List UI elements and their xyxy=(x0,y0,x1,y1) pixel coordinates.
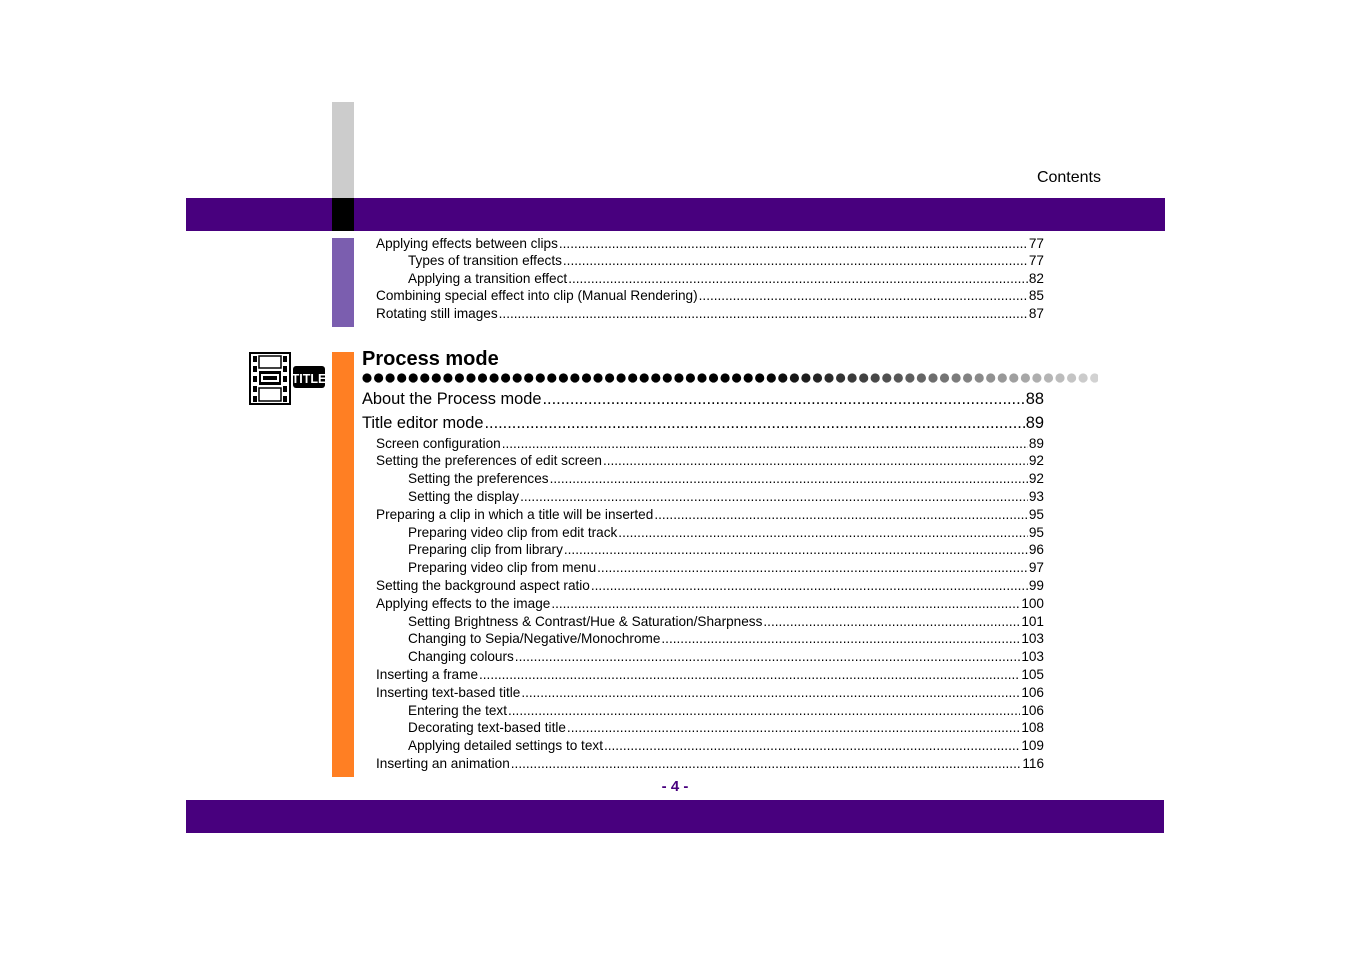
rule-dot xyxy=(1090,373,1098,382)
toc-leader-dots xyxy=(550,470,1028,487)
dot-rule xyxy=(362,370,1098,386)
toc-entry[interactable] xyxy=(408,252,1044,269)
toc-entry-label: Preparing video clip from menu xyxy=(408,560,597,576)
toc-entry-page: 88 xyxy=(1025,390,1044,408)
rule-dot xyxy=(998,373,1007,382)
rule-dot xyxy=(767,373,776,382)
toc-entry-page: 101 xyxy=(1021,613,1044,629)
rule-dot xyxy=(755,373,764,382)
rule-dot xyxy=(986,373,995,382)
rule-dot xyxy=(374,373,383,382)
toc-entry-page: 103 xyxy=(1021,649,1044,665)
toc-entry-page: 85 xyxy=(1028,288,1044,304)
toc-leader-dots xyxy=(515,648,1021,665)
toc-entry[interactable] xyxy=(376,305,1044,322)
rule-dot xyxy=(963,373,972,382)
toc-leader-dots xyxy=(604,737,1020,754)
rule-dot xyxy=(1009,373,1018,382)
toc-entry[interactable] xyxy=(376,435,1044,452)
toc-entry-page: 89 xyxy=(1028,435,1044,451)
toc-entry[interactable] xyxy=(408,737,1044,754)
toc-entry-label: Types of transition effects xyxy=(408,253,562,269)
toc-entry-label: Title editor mode xyxy=(362,414,484,432)
rule-dot xyxy=(744,373,753,382)
toc-leader-dots xyxy=(563,252,1028,269)
rule-dot xyxy=(547,373,556,382)
toc-entry-page: 95 xyxy=(1028,524,1044,540)
toc-entry-page: 92 xyxy=(1028,471,1044,487)
toc-entry[interactable] xyxy=(376,506,1044,523)
rule-dot xyxy=(420,373,429,382)
lavender-side-bar xyxy=(332,238,354,327)
rule-dot xyxy=(801,373,810,382)
toc-leader-dots xyxy=(543,388,1025,410)
toc-leader-dots xyxy=(521,684,1020,701)
toc-entry[interactable] xyxy=(408,702,1044,719)
header-label: Contents xyxy=(1036,169,1101,186)
toc-entry[interactable] xyxy=(408,719,1044,736)
toc-entry-page: 108 xyxy=(1021,720,1044,736)
toc-leader-dots xyxy=(559,235,1028,252)
toc-leader-dots xyxy=(520,488,1028,505)
rule-dot xyxy=(386,373,395,382)
toc-entry[interactable] xyxy=(408,541,1044,558)
rule-dot xyxy=(663,373,672,382)
toc-leader-dots xyxy=(567,719,1020,736)
toc-entry-page: 77 xyxy=(1028,235,1044,251)
toc-entry-label: Applying detailed settings to text xyxy=(408,738,603,754)
toc-entry-page: 93 xyxy=(1028,488,1044,504)
gray-tab xyxy=(332,102,354,198)
toc-entry-page: 82 xyxy=(1028,270,1044,286)
rule-dot xyxy=(466,373,475,382)
title-badge-icon xyxy=(292,366,327,388)
toc-entry[interactable] xyxy=(376,684,1044,701)
rule-dot xyxy=(651,373,660,382)
toc-leader-dots xyxy=(763,613,1020,630)
toc-entry-label: Inserting text-based title xyxy=(376,684,521,700)
rule-dot xyxy=(732,373,741,382)
toc-entry-label: Preparing clip from library xyxy=(408,542,563,558)
rule-dot xyxy=(778,373,787,382)
rule-dot xyxy=(790,373,799,382)
toc-entry[interactable] xyxy=(376,235,1044,252)
rule-dot xyxy=(501,373,510,382)
toc-entry[interactable] xyxy=(408,613,1044,630)
rule-dot xyxy=(871,373,880,382)
rule-dot xyxy=(697,373,706,382)
rule-dot xyxy=(1079,373,1088,382)
toc-entry-label: Setting the preferences xyxy=(408,471,549,487)
rule-dot xyxy=(813,373,822,382)
rule-dot xyxy=(593,373,602,382)
toc-entry-label: Combining special effect into clip (Manual Rendering) xyxy=(376,288,698,304)
toc-entry-label: Setting the background aspect ratio xyxy=(376,577,590,593)
toc-entry-page: 96 xyxy=(1028,542,1044,558)
toc-entry[interactable] xyxy=(376,595,1044,612)
toc-leader-dots xyxy=(661,630,1020,647)
rule-dot xyxy=(917,373,926,382)
toc-entry-page: 105 xyxy=(1021,666,1044,682)
rule-dot xyxy=(882,373,891,382)
toc-entry-page: 100 xyxy=(1021,595,1044,611)
toc-entry-label: Changing to Sepia/Negative/Monochrome xyxy=(408,631,661,647)
rule-dot xyxy=(894,373,903,382)
bottom-band xyxy=(186,800,1164,833)
section-icons xyxy=(249,352,327,411)
toc-leader-dots xyxy=(499,305,1028,322)
section-icons-graphic xyxy=(249,352,327,406)
toc-entry[interactable] xyxy=(408,630,1044,647)
toc-leader-dots xyxy=(511,755,1022,772)
toc-entry-label: Decorating text-based title xyxy=(408,720,566,736)
toc-entry-label: Changing colours xyxy=(408,649,514,665)
rule-dot xyxy=(397,373,406,382)
toc-entry-label: Setting Brightness & Contrast/Hue & Saturation/Sharpness xyxy=(408,613,763,629)
toc-entry[interactable] xyxy=(408,559,1044,576)
rule-dot xyxy=(1055,373,1064,382)
toc-entry-page: 95 xyxy=(1028,506,1044,522)
rule-dot xyxy=(686,373,695,382)
toc-entry-page: 116 xyxy=(1022,755,1044,771)
toc-leader-dots xyxy=(484,412,1024,434)
film-strip-icon xyxy=(250,353,290,404)
toc-leader-dots xyxy=(597,559,1028,576)
toc-entry-page: 109 xyxy=(1021,738,1044,754)
toc-leader-dots xyxy=(654,506,1028,523)
toc-leader-dots xyxy=(508,702,1020,719)
rule-dot xyxy=(628,373,637,382)
toc-entry-label: Preparing video clip from edit track xyxy=(408,524,618,540)
toc-entry-page: 92 xyxy=(1028,453,1044,469)
rule-dot xyxy=(605,373,614,382)
toc-entry[interactable] xyxy=(376,666,1044,683)
rule-dot xyxy=(824,373,833,382)
toc-entry-label: Preparing a clip in which a title will be inserted xyxy=(376,506,654,522)
rule-dot xyxy=(975,373,984,382)
toc-entry-label: Screen configuration xyxy=(376,435,501,451)
toc-entry-label: Entering the text xyxy=(408,702,507,718)
toc-leader-dots xyxy=(564,541,1028,558)
toc-entry[interactable] xyxy=(362,412,1044,434)
toc-entry-page: 89 xyxy=(1025,414,1044,432)
rule-dot xyxy=(952,373,961,382)
toc-entry-page: 106 xyxy=(1021,702,1044,718)
toc-entry[interactable] xyxy=(408,470,1044,487)
toc-leader-dots xyxy=(502,435,1028,452)
toc-entry[interactable] xyxy=(376,452,1044,469)
rule-dot xyxy=(721,373,730,382)
toc-entry-label: Rotating still images xyxy=(376,305,498,321)
title-badge-text: TITLE xyxy=(291,372,327,386)
toc-entry[interactable] xyxy=(408,648,1044,665)
toc-entry[interactable] xyxy=(408,524,1044,541)
toc-entry[interactable] xyxy=(362,388,1044,410)
rule-dot xyxy=(617,373,626,382)
rule-dot xyxy=(455,373,464,382)
toc-entry[interactable] xyxy=(408,488,1044,505)
orange-side-bar xyxy=(332,352,354,777)
rule-dot xyxy=(536,373,545,382)
section-title: Process mode xyxy=(362,348,499,370)
rule-dot xyxy=(640,373,649,382)
toc-leader-dots xyxy=(591,577,1028,594)
rule-dot xyxy=(848,373,857,382)
rule-dot xyxy=(570,373,579,382)
toc-entry[interactable] xyxy=(376,577,1044,594)
rule-dot xyxy=(362,373,371,382)
rule-dot xyxy=(559,373,568,382)
toc-entry-page: 103 xyxy=(1021,631,1044,647)
rule-dot xyxy=(928,373,937,382)
toc-leader-dots xyxy=(568,270,1028,287)
rule-dot xyxy=(674,373,683,382)
toc-entry[interactable] xyxy=(376,755,1044,772)
rule-dot xyxy=(1067,373,1076,382)
page-number: - 4 - xyxy=(661,778,689,795)
rule-dot xyxy=(524,373,533,382)
rule-dot xyxy=(940,373,949,382)
toc-entry-page: 97 xyxy=(1028,560,1044,576)
toc-leader-dots xyxy=(479,666,1020,683)
toc-entry[interactable] xyxy=(408,270,1044,287)
toc-leader-dots xyxy=(551,595,1020,612)
toc-entry-page: 77 xyxy=(1028,253,1044,269)
rule-dot xyxy=(490,373,499,382)
toc-leader-dots xyxy=(618,524,1028,541)
rule-dot xyxy=(1044,373,1053,382)
black-block xyxy=(332,198,354,231)
toc-entry-label: Applying effects between clips xyxy=(376,235,558,251)
toc-entry-label: Setting the display xyxy=(408,488,520,504)
rule-dot xyxy=(1032,373,1041,382)
toc-leader-dots xyxy=(603,452,1028,469)
rule-dot xyxy=(409,373,418,382)
toc-entry-page: 99 xyxy=(1028,577,1044,593)
rule-dot xyxy=(513,373,522,382)
toc-entry-label: Applying effects to the image xyxy=(376,595,551,611)
rule-dot xyxy=(836,373,845,382)
toc-entry-page: 106 xyxy=(1021,684,1044,700)
toc-entry[interactable] xyxy=(376,287,1044,304)
rule-dot xyxy=(582,373,591,382)
toc-entry-label: Inserting a frame xyxy=(376,666,478,682)
rule-dot xyxy=(905,373,914,382)
rule-dot xyxy=(432,373,441,382)
rule-dot xyxy=(709,373,718,382)
toc-leader-dots xyxy=(699,287,1028,304)
rule-dot xyxy=(859,373,868,382)
rule-dot xyxy=(478,373,487,382)
rule-dot xyxy=(1021,373,1030,382)
rule-dot xyxy=(443,373,452,382)
toc-entry-label: Inserting an animation xyxy=(376,755,510,771)
toc-entry-label: Applying a transition effect xyxy=(408,270,568,286)
toc-entry-page: 87 xyxy=(1028,305,1044,321)
toc-entry-label: Setting the preferences of edit screen xyxy=(376,453,602,469)
toc-entry-label: About the Process mode xyxy=(362,390,542,408)
